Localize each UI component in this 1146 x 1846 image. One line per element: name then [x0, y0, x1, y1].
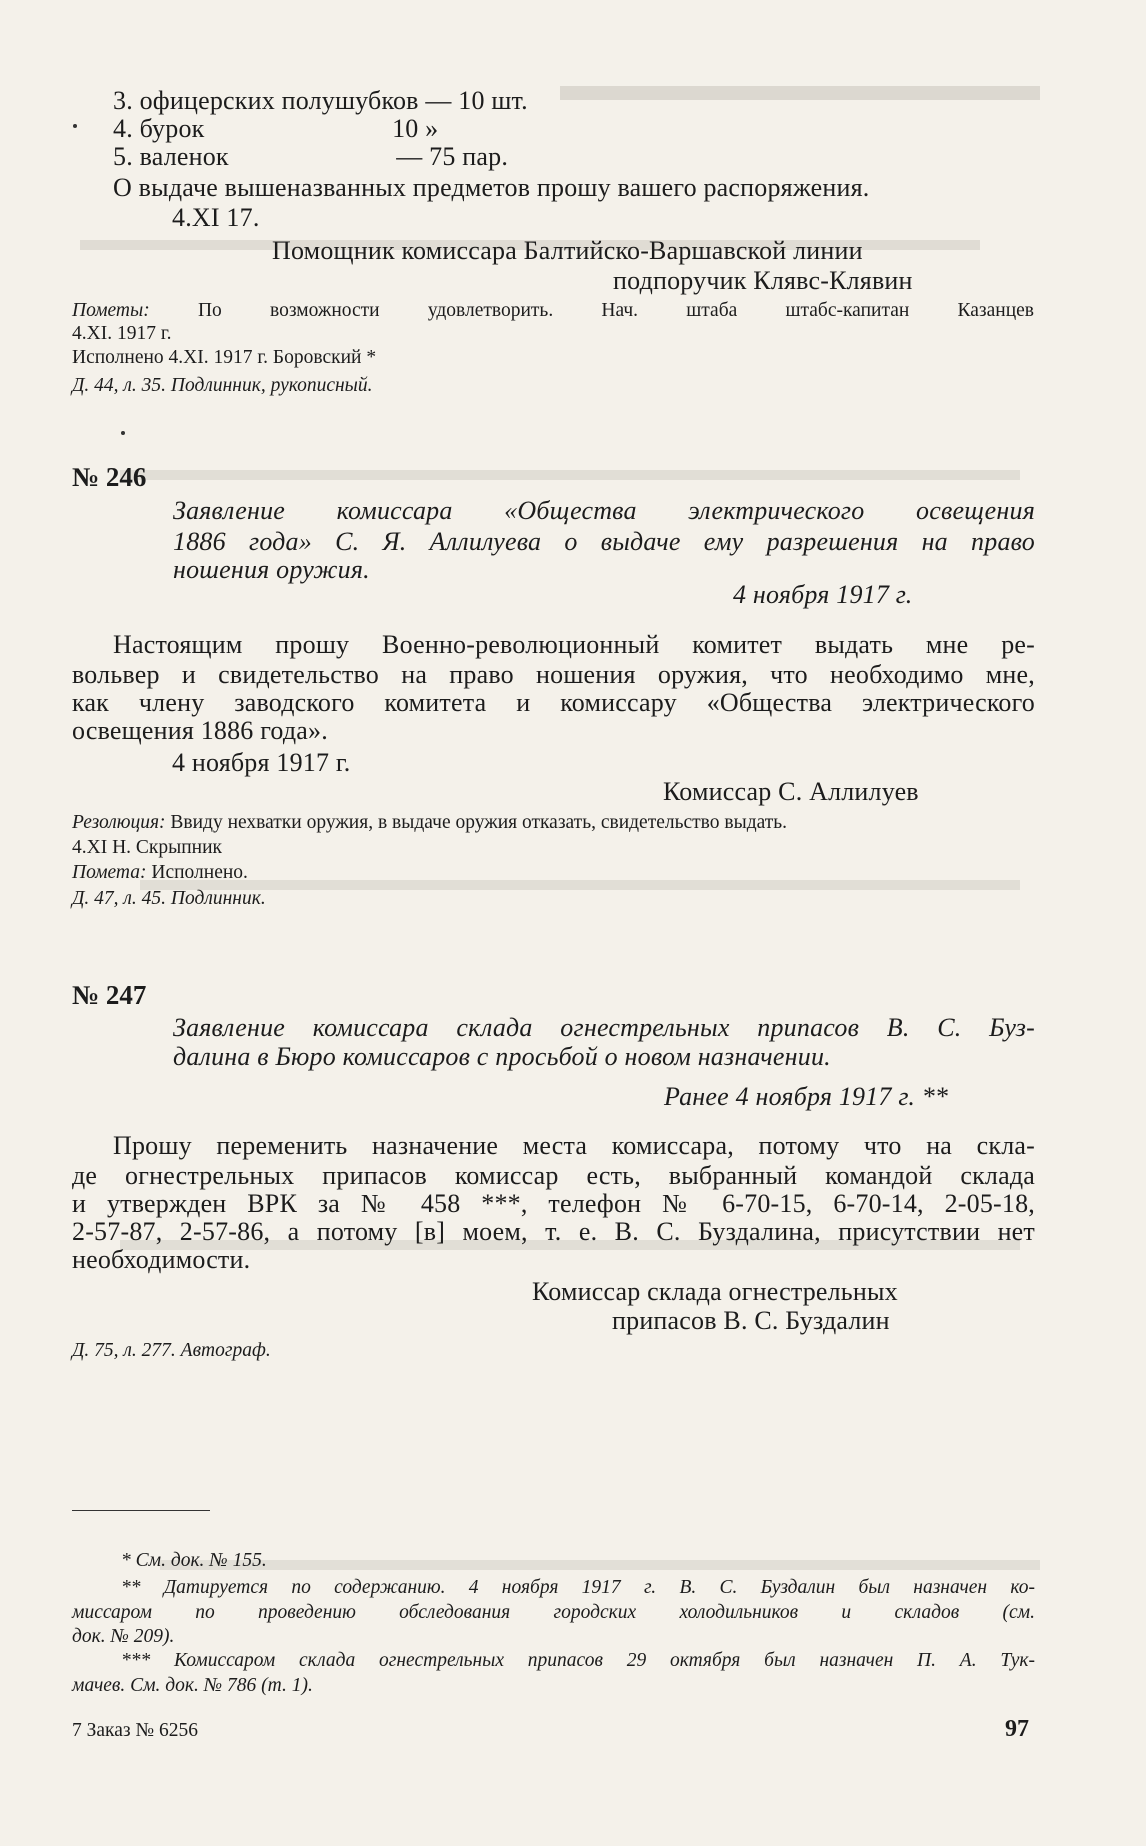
doc-246-body-date: 4 ноября 1917 г.	[172, 748, 351, 777]
list-item-2: 4. бурок 10 »	[113, 114, 439, 143]
footnote-1: * См. док. № 155.	[121, 1550, 267, 1571]
print-dot	[73, 124, 77, 128]
doc-247-signature-2: припасов В. С. Буздалин	[612, 1306, 890, 1335]
doc-247-body-5: необходимости.	[72, 1245, 251, 1274]
page-number: 97	[1005, 1716, 1029, 1742]
doc-247-title-2: далина в Бюро комиссаров с просьбой о новом назначении.	[173, 1042, 831, 1071]
signer-line-2: подпоручик Клявс-Клявин	[613, 266, 913, 295]
footnote-3-line-1: *** Комиссаром склада огнестрельных припасов 29 октября был назначен П. А. Тук-	[121, 1650, 1035, 1671]
doc-247-signature-1: Комиссар склада огнестрельных	[532, 1277, 898, 1306]
footnote-rule	[72, 1510, 210, 1511]
request-text: О выдаче вышеназванных предметов прошу вашего распоряжения.	[113, 173, 870, 202]
print-dot	[121, 431, 125, 435]
doc-number-246: № 246	[72, 462, 147, 492]
doc-246-date: 4 ноября 1917 г.	[733, 580, 913, 609]
mark-text: Исполнено.	[151, 862, 248, 883]
signature-mark: 7 Заказ № 6256	[72, 1720, 198, 1741]
doc-246-resolution	[72, 812, 787, 834]
marks-line-2: 4.XI. 1917 г.	[72, 323, 172, 344]
list-item-3: 5. валенок — 75 пар.	[113, 142, 509, 171]
marks-line-1	[72, 300, 1034, 322]
footnote-2-line-1: ** Датируется по содержанию. 4 ноября 1917 г. В. С. Буздалин был назначен ко-	[121, 1577, 1035, 1598]
doc-246-title-1: Заявление комиссара «Общества электрического освещения	[173, 496, 1035, 525]
doc-246-source: Д. 47, л. 45. Подлинник.	[72, 888, 266, 909]
doc-247-body-2: де огнестрельных припасов комиссар есть, выбранный командой склада	[72, 1161, 1035, 1190]
doc-246-body-3: как члену заводского комитета и комиссару «Общества электрического	[72, 688, 1035, 717]
marks-text: По возможности удовлетворить. Нач. штаба штабс-капитан Казанцев	[197, 300, 1035, 321]
list-item-1: 3. офицерских полушубков — 10 шт.	[113, 86, 528, 115]
signer-line-1: Помощник комиссара Балтийско-Варшавской линии	[272, 236, 863, 265]
doc-246-title-2: 1886 года» С. Я. Аллилуева о выдаче ему разрешения на право	[173, 527, 1035, 556]
doc-247-body-4: 2-57-87, 2-57-86, а потому [в] моем, т. е. В. С. Буздалина, присутствии нет	[72, 1217, 1035, 1246]
marks-label: Пометы:	[72, 300, 150, 321]
request-date: 4.XI 17.	[172, 203, 260, 232]
doc-246-title-3: ношения оружия.	[173, 555, 370, 584]
footnote-2-line-2: миссаром по проведению обследования городских холодильников и складов (см.	[72, 1602, 1035, 1623]
doc-246-body-1: Настоящим прошу Военно-революционный комитет выдать мне ре-	[113, 630, 1035, 659]
resolution-text: Ввиду нехватки оружия, в выдаче оружия отказать, свидетельство выдать.	[170, 812, 788, 833]
footnote-3-line-2: мачев. См. док. № 786 (т. 1).	[72, 1675, 313, 1696]
doc-247-body-1: Прошу переменить назначение места комиссара, потому что на скла-	[113, 1131, 1035, 1160]
doc-246-mark	[72, 862, 248, 884]
doc-247-body-3: и утвержден ВРК за № 458 ***, телефон № 6-70-15, 6-70-14, 2-05-18,	[72, 1189, 1035, 1218]
doc-247-source: Д. 75, л. 277. Автограф.	[72, 1340, 271, 1361]
doc-246-signature: Комиссар С. Аллилуев	[663, 777, 919, 806]
doc-246-resolution-2: 4.XI Н. Скрыпник	[72, 837, 223, 858]
doc-246-body-4: освещения 1886 года».	[72, 716, 328, 745]
doc-247-title-1: Заявление комиссара склада огнестрельных припасов В. С. Буз-	[173, 1013, 1035, 1042]
resolution-label: Резолюция:	[72, 812, 166, 833]
mark-label: Помета:	[72, 862, 147, 883]
footnote-2-line-3: док. № 209).	[72, 1626, 175, 1647]
doc-246-body-2: вольвер и свидетельство на право ношения оружия, что необходимо мне,	[72, 660, 1035, 689]
source-note: Д. 44, л. 35. Подлинник, рукописный.	[72, 375, 373, 396]
marks-line-3: Исполнено 4.XI. 1917 г. Боровский *	[72, 347, 377, 368]
doc-247-date: Ранее 4 ноября 1917 г. **	[664, 1082, 949, 1111]
doc-number-247: № 247	[72, 980, 147, 1010]
